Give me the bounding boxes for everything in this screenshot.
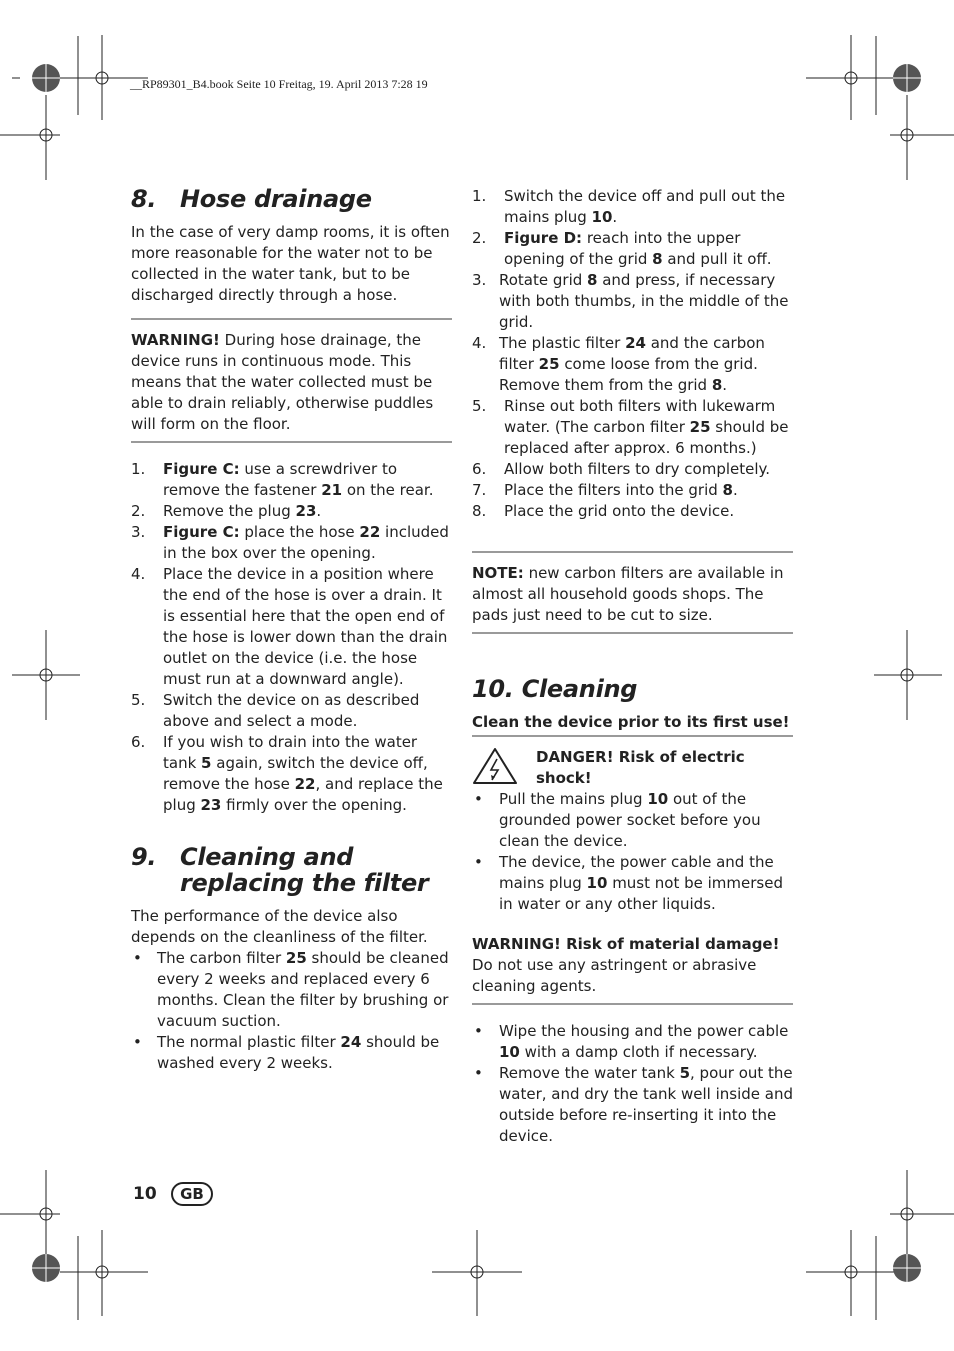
right-column	[472, 186, 793, 1147]
hose-steps-list	[131, 459, 452, 816]
list-item: 7. Place the filters into the grid 8.	[472, 481, 738, 499]
danger-heading	[472, 747, 793, 789]
danger-bullets	[472, 789, 793, 915]
note-box	[472, 551, 793, 634]
list-item: 1. Figure C: use a screwdriver to remove the fastener 21 on the rear.	[131, 460, 434, 499]
cleaning-lead: Clean the device prior to its first use!	[472, 713, 790, 731]
list-item: • Wipe the housing and the power cable 10 with a damp cloth if necessary.	[472, 1021, 793, 1063]
electric-shock-warning-icon	[472, 747, 518, 785]
section-8-intro: In the case of very damp rooms, it is often more reasonable for the water not to be collected in the water tank, but to be discharged directly through a hose.	[131, 223, 450, 304]
section-9-title: Cleaning and replacing the filter	[180, 843, 429, 897]
list-item: • The normal plastic filter 24 should be washed every 2 weeks.	[131, 1032, 452, 1074]
list-item: 2. Remove the plug 23.	[131, 502, 322, 520]
page-number: 10	[133, 1184, 157, 1204]
warning-label: WARNING!	[131, 331, 220, 349]
list-item: 3. Rotate grid 8 and press, if necessary with both thumbs, in the middle of the grid.	[472, 271, 789, 331]
section-10-num: 10.	[472, 675, 514, 703]
list-item: 2. Figure D: reach into the upper opening of the grid 8 and pull it off.	[472, 229, 772, 268]
list-item: 4. The plastic filter 24 and the carbon filter 25 come loose from the grid. Remove them from the grid 8.	[472, 334, 765, 394]
left-column	[131, 182, 452, 1074]
list-item: 5. Rinse out both filters with lukewarm water. (The carbon filter 25 should be replaced after approx. 6 months.)	[472, 397, 789, 457]
danger-box	[472, 735, 793, 1005]
list-item: 4. Place the device in a position where the end of the hose is over a drain. It is essential here that the open end of the hose is lower down than the drain outlet on the device (i.e. the hose must run at a downward angle).	[131, 565, 448, 688]
material-warning: WARNING! Risk of material damage! Do not use any astringent or abrasive cleaning agents.	[472, 934, 793, 1005]
hose-warning-text: WARNING! During hose drainage, the device runs in continuous mode. This means that the water collected must be able to drain reliably, otherwise puddles will form on the floor.	[131, 331, 434, 433]
list-item: • The carbon filter 25 should be cleaned every 2 weeks and replaced every 6 months. Clean the filter by brushing or vacuum suction.	[131, 948, 452, 1032]
list-item: 5. Switch the device on as described above and select a mode.	[131, 691, 420, 730]
list-item: • Pull the mains plug 10 out of the grounded power socket before you clean the device.	[472, 789, 793, 852]
list-item: 1. Switch the device off and pull out the mains plug 10.	[472, 187, 786, 226]
list-item: • The device, the power cable and the mains plug 10 must not be immersed in water or any other liquids.	[472, 852, 793, 915]
hose-warning-box	[131, 318, 452, 443]
filter-bullets	[131, 948, 452, 1074]
section-8-heading: 8. Hose drainage	[131, 185, 372, 213]
list-item: 8. Place the grid onto the device.	[472, 502, 735, 520]
note-label: NOTE:	[472, 564, 524, 582]
list-item: 6. Allow both filters to dry completely.	[472, 460, 771, 478]
note-text: NOTE: new carbon filters are available in almost all household goods shops. The pads just need to be cut to size.	[472, 564, 784, 624]
section-9-heading: 9. Cleaning and replacing the filter	[131, 844, 452, 896]
list-item: 3. Figure C: place the hose 22 included in the box over the opening.	[131, 523, 449, 562]
danger-title: DANGER! Risk of electric shock!	[536, 748, 745, 787]
filter-steps-list	[472, 186, 793, 522]
cleaning-bullets	[472, 1021, 793, 1147]
section-10-heading	[472, 676, 793, 702]
section-10-title: Cleaning	[521, 675, 638, 703]
list-item: 6. If you wish to drain into the water tank 5 again, switch the device off, remove the hose 22, and replace the plug 23 firmly over the opening.	[131, 733, 443, 814]
country-badge: GB	[171, 1182, 213, 1206]
section-8-title: Hose drainage	[180, 185, 372, 213]
section-9-intro: The performance of the device also depends on the cleanliness of the filter.	[131, 907, 428, 946]
print-slug: __RP89301_B4.book Seite 10 Freitag, 19. April 2013 7:28 19	[130, 77, 428, 91]
list-item: • Remove the water tank 5, pour out the water, and dry the tank well inside and outside before re-inserting it into the device.	[472, 1063, 793, 1147]
